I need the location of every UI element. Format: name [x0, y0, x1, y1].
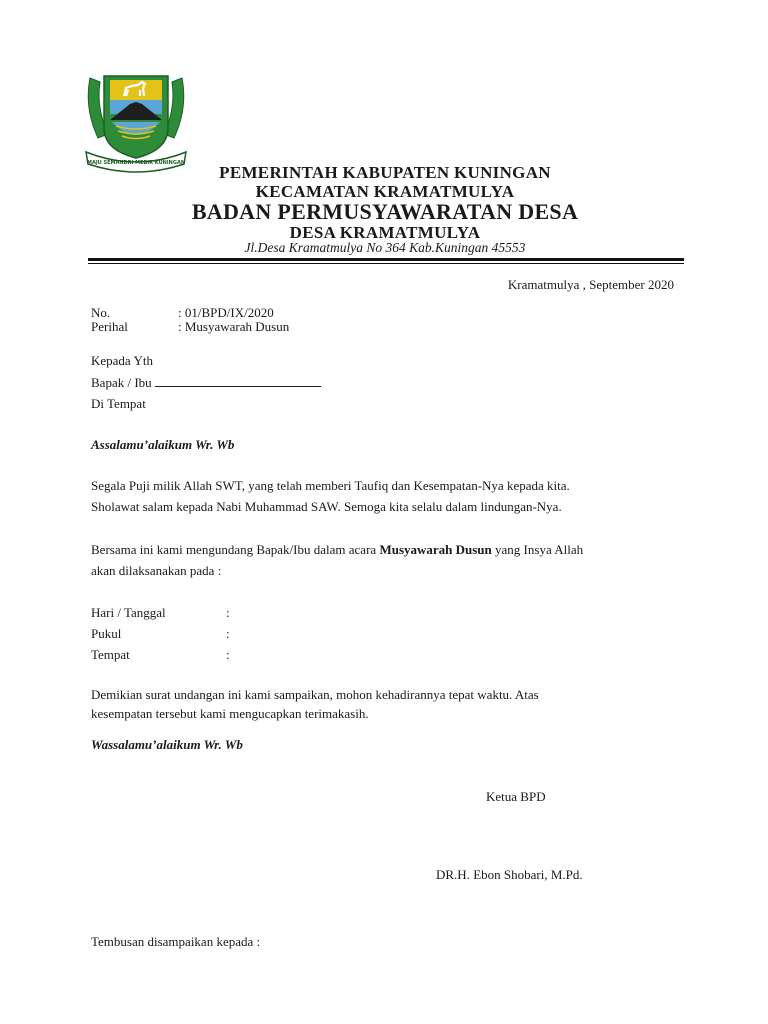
emblem-ribbon-text: MAJU SEMANDRI MEBIR KUNINGAN	[86, 160, 186, 166]
body-paragraph-1-line-2: Sholawat salam kepada Nabi Muhammad SAW. Semoga kita selalu dalam lindungan-Nya.	[91, 499, 562, 514]
letterhead-rule-thick	[88, 258, 684, 261]
recipient-line-3: Di Tempat	[91, 396, 146, 411]
tembusan-label: Tembusan disampaikan kepada :	[91, 934, 261, 949]
kop-address: Jl.Desa Kramatmulya No 364 Kab.Kuningan 45553	[244, 240, 526, 255]
detail-colon-place: :	[226, 647, 230, 662]
kop-line-government: PEMERINTAH KABUPATEN KUNINGAN	[219, 163, 551, 182]
recipient-name-blank	[155, 375, 321, 387]
perihal-label: Perihal	[91, 319, 128, 334]
recipient-salutation: Bapak / Ibu	[91, 375, 152, 390]
greeting: Assalamu’alaikum Wr. Wb	[91, 437, 235, 452]
body-paragraph-1-line-1: Segala Puji milik Allah SWT, yang telah memberi Taufiq dan Kesempatan-Nya kepada kita.	[91, 478, 570, 493]
letterhead-rule-thin	[88, 263, 684, 264]
detail-label-date: Hari / Tanggal	[91, 605, 166, 620]
detail-label-time: Pukul	[91, 626, 122, 641]
body-paragraph-2-line-2: akan dilaksanakan pada :	[91, 563, 222, 578]
kop-line-district: KECAMATAN KRAMATMULYA	[255, 182, 515, 201]
signature-name: DR.H. Ebon Shobari, M.Pd.	[436, 867, 583, 882]
body-paragraph-2-line-1	[91, 542, 583, 558]
event-name: Musyawarah Dusun	[379, 542, 492, 557]
detail-colon-time: :	[226, 626, 230, 641]
kuningan-regency-emblem-icon	[80, 68, 192, 176]
signature-title: Ketua BPD	[486, 789, 546, 804]
detail-label-place: Tempat	[91, 647, 130, 662]
no-value: : 01/BPD/IX/2020	[178, 305, 274, 320]
kop-line-village: DESA KRAMATMULYA	[289, 223, 481, 242]
letter-date: Kramatmulya , September 2020	[507, 277, 674, 292]
detail-colon-date: :	[226, 605, 230, 620]
recipient-line-2	[91, 375, 321, 391]
closing-line-1: Demikian surat undangan ini kami sampaikan, mohon kehadirannya tepat waktu. Atas	[91, 687, 539, 702]
closing-line-2: kesempatan tersebut kami mengucapkan terimakasih.	[91, 706, 369, 721]
body-p2-pre: Bersama ini kami mengundang Bapak/Ibu dalam acara	[91, 542, 380, 557]
body-p2-post: yang Insya Allah	[491, 542, 584, 557]
farewell: Wassalamu’alaikum Wr. Wb	[91, 737, 243, 752]
recipient-line-1: Kepada Yth	[91, 353, 153, 368]
perihal-value: : Musyawarah Dusun	[178, 319, 290, 334]
kop-line-institution: BADAN PERMUSYAWARATAN DESA	[191, 199, 579, 224]
no-label: No.	[91, 305, 111, 320]
